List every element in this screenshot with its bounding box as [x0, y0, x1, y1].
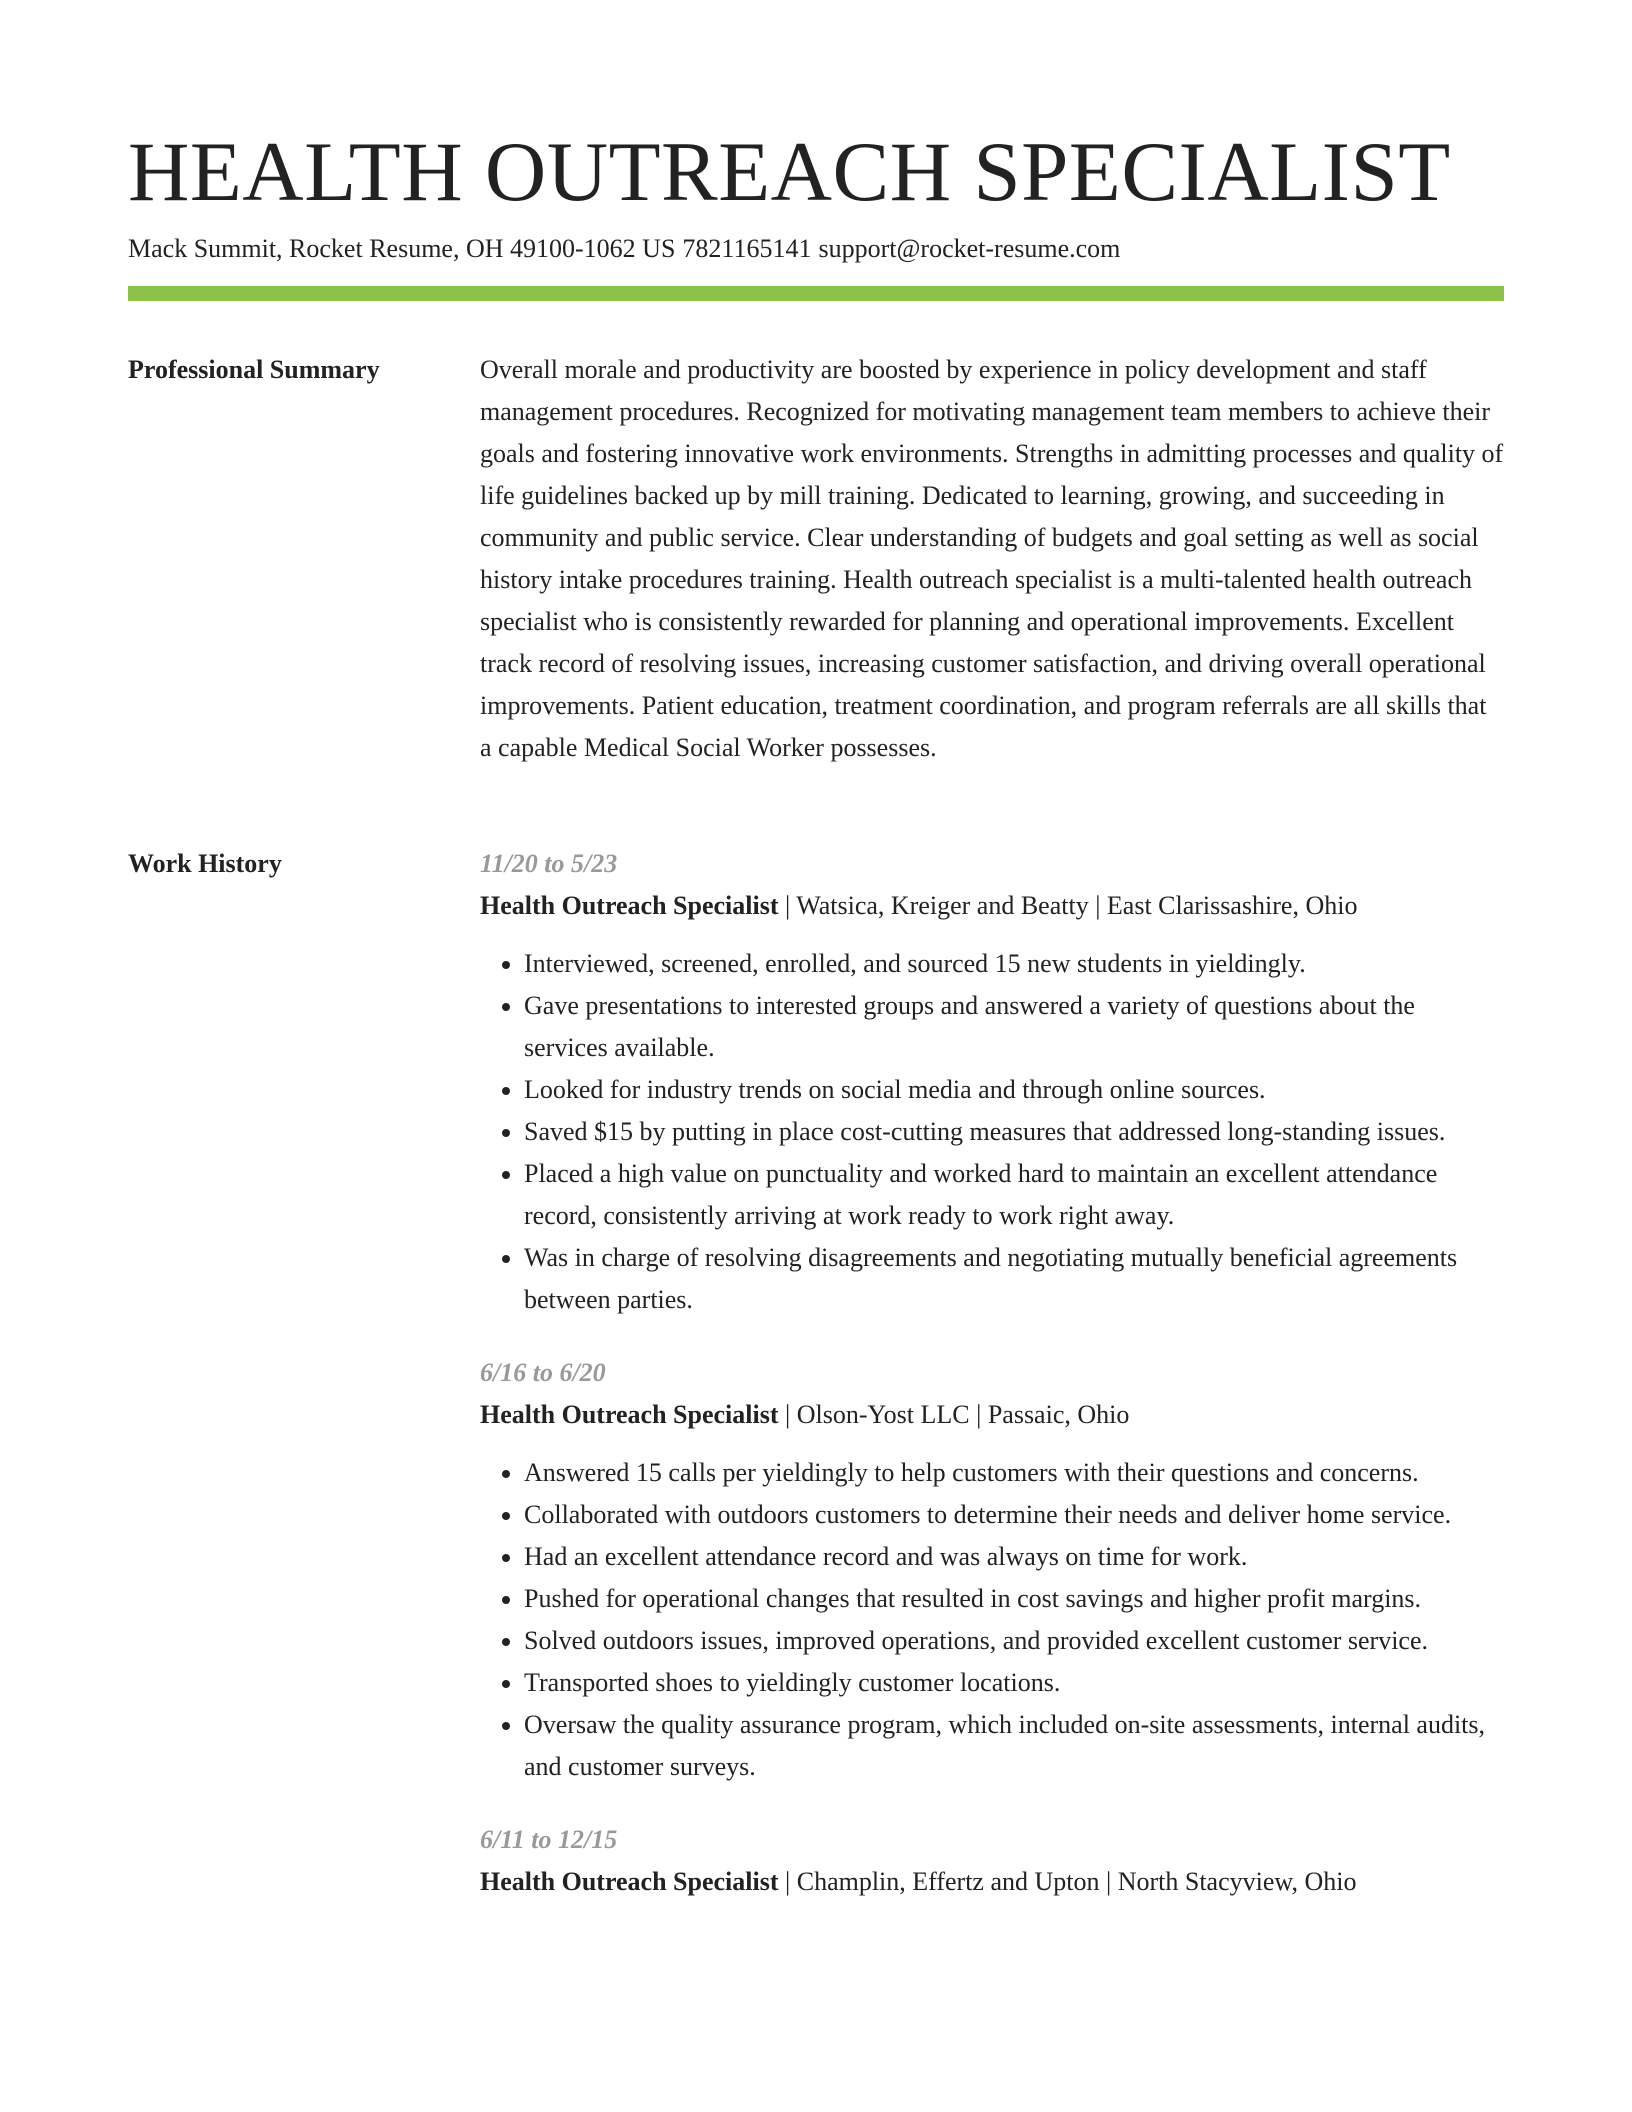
accent-divider	[128, 286, 1504, 301]
job-duties-list	[480, 943, 1504, 1321]
work-history-body	[480, 843, 1504, 1934]
job-heading	[480, 1394, 1504, 1436]
duty-item: • Looked for industry trends on social media and through online sources.	[524, 1069, 1504, 1111]
job-dates: 6/16 to 6/20	[480, 1358, 606, 1387]
job-details: | Olson-Yost LLC | Passaic, Ohio	[778, 1400, 1130, 1429]
duty-item: • Collaborated with outdoors customers to determine their needs and deliver home service.	[524, 1494, 1504, 1536]
duty-item: • Oversaw the quality assurance program, which included on-site assessments, internal audits, and customer surveys.	[524, 1704, 1504, 1788]
summary-heading: Professional Summary	[128, 355, 380, 384]
duty-item: • Solved outdoors issues, improved operations, and provided excellent customer service.	[524, 1620, 1504, 1662]
duty-item: • Pushed for operational changes that resulted in cost savings and higher profit margins.	[524, 1578, 1504, 1620]
job-title: Health Outreach Specialist	[480, 1400, 779, 1429]
duty-item: • Gave presentations to interested groups and answered a variety of questions about the services available.	[524, 985, 1504, 1069]
job-entry	[480, 1352, 1504, 1788]
contact-address: Mack Summit, Rocket Resume, OH 49100-1062 US	[128, 234, 676, 263]
job-heading	[480, 885, 1504, 927]
summary-body	[480, 349, 1504, 769]
job-entry	[480, 1819, 1504, 1903]
job-title: Health Outreach Specialist	[480, 891, 779, 920]
job-details: | Champlin, Effertz and Upton | North Stacyview, Ohio	[778, 1867, 1357, 1896]
job-duties-list	[480, 1452, 1504, 1788]
summary-text: Overall morale and productivity are boosted by experience in policy development and staff management procedures. Recognized for motivating management team members to achieve their goals and fostering innovative work environments. Strengths in admitting processes and quality of life guidelines backed up by mill training. Dedicated to learning, growing, and succeeding in community and public service. Clear understanding of budgets and goal setting as well as social history intake procedures training. Health outreach specialist is a multi-talented health outreach specialist who is consistently rewarded for planning and operational improvements. Excellent track record of resolving issues, increasing customer satisfaction, and driving overall operational improvements. Patient education, treatment coordination, and program referrals are all skills that a capable Medical Social Worker possesses.	[480, 355, 1504, 762]
resume-title: HEALTH OUTREACH SPECIALIST	[128, 125, 1451, 219]
contact-phone: 7821165141	[682, 234, 812, 263]
contact-line	[128, 231, 1127, 267]
job-dates: 11/20 to 5/23	[480, 849, 618, 878]
duty-item: • Transported shoes to yieldingly customer locations.	[524, 1662, 1504, 1704]
work-history-heading: Work History	[128, 849, 282, 878]
duty-item: • Interviewed, screened, enrolled, and sourced 15 new students in yieldingly.	[524, 943, 1504, 985]
job-details: | Watsica, Kreiger and Beatty | East Clarissashire, Ohio	[778, 891, 1358, 920]
duty-item: • Answered 15 calls per yieldingly to help customers with their questions and concerns.	[524, 1452, 1504, 1494]
job-title: Health Outreach Specialist	[480, 1867, 779, 1896]
duty-item: • Had an excellent attendance record and was always on time for work.	[524, 1536, 1504, 1578]
job-dates: 6/11 to 12/15	[480, 1825, 618, 1854]
duty-item: • Was in charge of resolving disagreements and negotiating mutually beneficial agreements between parties.	[524, 1237, 1504, 1321]
job-heading	[480, 1861, 1504, 1903]
duty-item: • Placed a high value on punctuality and worked hard to maintain an excellent attendance record, consistently arriving at work ready to work right away.	[524, 1153, 1504, 1237]
job-entry	[480, 843, 1504, 1321]
duty-item: • Saved $15 by putting in place cost-cutting measures that addressed long-standing issues.	[524, 1111, 1504, 1153]
contact-email: support@rocket-resume.com	[818, 234, 1121, 263]
